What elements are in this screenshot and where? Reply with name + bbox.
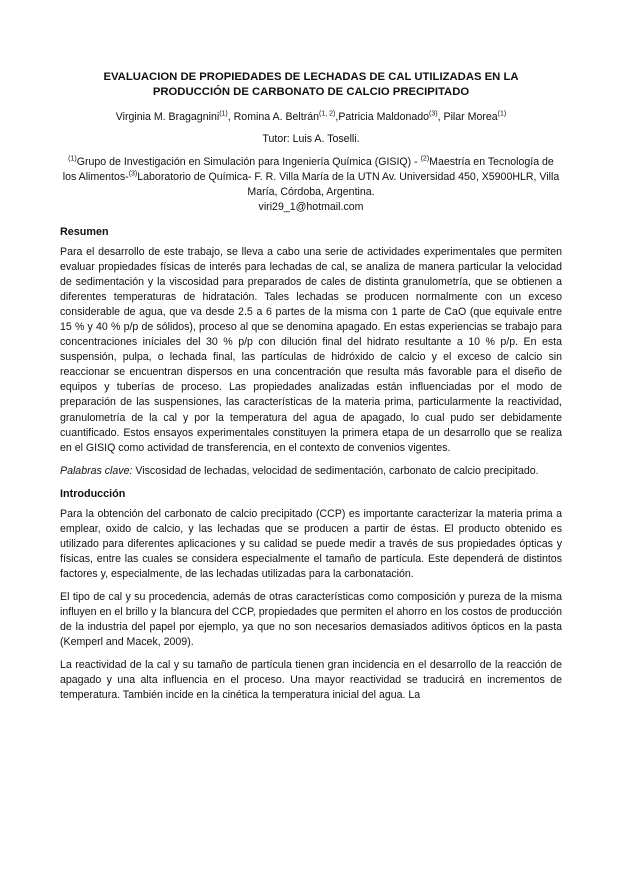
title-line-1: EVALUACION DE PROPIEDADES DE LECHADAS DE CAL UTILIZADAS EN LA <box>103 71 519 83</box>
author-separator: , <box>335 111 339 123</box>
author-separator: , <box>437 111 444 123</box>
author-name: Romina A. Beltrán <box>233 111 320 123</box>
affiliation-mark: (2) <box>420 155 430 163</box>
intro-paragraph: La reactividad de la cal y su tamaño de partícula tienen gran incidencia en el desarrollo de la reacción de apagado y una alta influencia en el proceso. Una mayor reactividad se traducirá en incrementos de temperatura. También incide en la cinética la temperatura inicial del agua. La <box>60 659 562 702</box>
keywords-paragraph <box>60 464 562 479</box>
document-page <box>60 70 562 711</box>
affiliation-text: Maestría en Tecnología de los Alimentos- <box>62 156 554 183</box>
affiliation-mark: (3) <box>128 170 138 178</box>
author-affiliation-mark: (3) <box>429 110 438 118</box>
keywords-label: Palabras clave: <box>60 464 133 477</box>
title-line-2: PRODUCCIÓN DE CARBONATO DE CALCIO PRECIPITADO <box>152 86 470 98</box>
abstract-paragraph: Para el desarrollo de este trabajo, se lleva a cabo una serie de actividades experimentales que permiten evaluar propiedades físicas de interés para lechadas de cal, se analiza de manera particular la velocidad de sedimentación y la viscosidad para preparados de cales de distinta granulometría, que se obtienen a diferentes temperaturas de hidratación. Tales lechadas se producen normalmente con un exceso considerable de agua, que va desde 2.5 a 6 partes de la misma con 1 parte de CaO (que equivale entre 15 % y 40 % p/p de sólidos), proceso al que se denomina apagado. En estas experiencias se trabajo para concentraciones iníciales del 30 % p/p con dilución final del hidrato resultante a 10 % p/p. En esta suspensión, pulpa, o lechada final, las partículas de hidróxido de calcio y el exceso de calcio sin reaccionar se encuentran dispersos en una concentración que resulta más favorable para el diseño de equipos y tuberías de proceso. Las propiedades analizadas están influenciadas por el modo de preparación de las suspensiones, las características de la materia prima, particularmente la reactividad, granulometría de la cal y por la temperatura del agua de apagado, lo cual pudo ser debidamente cuantificado. Estos ensayos experimentales constituyen la primera etapa de un desarrollo que se realiza en el GISIQ como actividad de transferencia, en el contexto de convenios vigentes. <box>60 246 562 454</box>
affiliation-mark: (1) <box>68 155 77 163</box>
author-affiliation-mark: (1) <box>497 110 507 118</box>
author-separator: , <box>227 111 234 123</box>
author-list <box>60 110 562 125</box>
paper-title <box>60 70 562 100</box>
introduccion-heading: Introducción <box>60 487 126 500</box>
author-affiliation-mark: (1) <box>219 110 228 118</box>
resumen-heading: Resumen <box>60 226 109 238</box>
intro-paragraph: Para la obtención del carbonato de calcio precipitado (CCP) es importante caracterizar la materia prima a emplear, oxido de calcio, y las lechadas que se producen a partir de éstas. El producto obtenido es utilizado para diferentes aplicaciones y su calidad se puede medir a través de sus propiedades ópticas y físicas, entre las cuales se considera especialmente el tamaño de partícula. Este dependerá de distintos factores y, especialmente, de las lechadas utilizadas para la carbonatación. <box>60 507 562 580</box>
author-name: Pilar Morea <box>443 111 498 123</box>
tutor-line: Tutor: Luis A. Toselli. <box>262 133 360 145</box>
intro-paragraph: El tipo de cal y su procedencia, además de otras características como composición y pureza de la misma influyen en el brillo y la blancura del CCP, propiedades que permiten el ahorro en los costos de producción de la industria del papel por ejemplo, ya que no son necesarios demasiados aditivos ópticos en la pasta (Kemperl and Macek, 2009). <box>60 590 562 649</box>
affiliation-block <box>60 155 562 215</box>
keywords-text: Viscosidad de lechadas, velocidad de sedimentación, carbonato de calcio precipitado. <box>132 464 539 477</box>
affiliation-text: Grupo de Investigación en Simulación para Ingeniería Química (GISIQ) - <box>76 156 421 168</box>
affiliation-text: Laboratorio de Química- F. R. Villa María de la UTN Av. Universidad 450, X5900HLR, Villa María, Córdoba, Argentina. <box>137 171 560 198</box>
contact-email: viri29_1@hotmail.com <box>258 201 364 213</box>
author-name: Virginia M. Bragagnini <box>115 111 220 123</box>
author-name: Patricia Maldonado <box>338 111 430 123</box>
author-affiliation-mark: (1, 2) <box>319 110 336 118</box>
